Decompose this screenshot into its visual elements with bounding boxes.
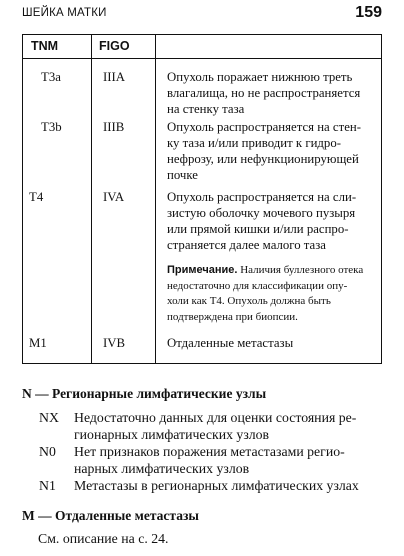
cell-figo: IVB — [103, 336, 126, 350]
cell-description — [167, 69, 379, 117]
note-label: Примечание. — [167, 264, 238, 276]
description-line: Опухоль распространяется на сли- — [167, 190, 357, 204]
cell-tnm: T3a — [41, 70, 61, 84]
description-line: почке — [167, 168, 198, 182]
note-first-line — [167, 263, 379, 279]
cell-description — [167, 119, 379, 183]
page-header — [22, 4, 382, 24]
cell-description — [167, 335, 379, 351]
staging-table — [22, 34, 382, 364]
definition-line: нарных лимфатических узлов — [74, 460, 250, 476]
cell-figo: IIIA — [103, 70, 126, 84]
cell-tnm: M1 — [29, 336, 47, 350]
definition-text — [74, 410, 392, 443]
cell-figo: IVA — [103, 190, 125, 204]
cell-description — [167, 189, 379, 253]
definition-line: Недостаточно данных для оценки состояния ре- — [74, 410, 357, 425]
description-line: влагалища, но не распространяется — [167, 86, 361, 100]
definition-text — [74, 444, 392, 477]
section-heading-n: N — Регионарные лимфатические узлы — [22, 386, 267, 401]
note-line: холи как T4. Опухоль должна быть — [167, 295, 331, 307]
running-title: ШЕЙКА МАТКИ — [22, 7, 107, 19]
definition-line: Нет признаков поражения метастазами регио- — [74, 444, 345, 459]
column-header-tnm: TNM — [31, 39, 59, 53]
cell-tnm: T4 — [29, 190, 44, 204]
description-line: нефрозу, или нефункционирующей — [167, 152, 359, 166]
column-divider — [155, 35, 156, 363]
description-line: страняется далее малого таза — [167, 238, 326, 252]
definition-code: N1 — [39, 478, 56, 493]
description-line: Опухоль распространяется на стен- — [167, 120, 361, 134]
definition-line: гионарных лимфатических узлов — [74, 426, 270, 442]
section-heading-m: M — Отдаленные метастазы — [22, 508, 199, 523]
description-line: на стенку таза — [167, 102, 245, 116]
definition-code: N0 — [39, 444, 56, 459]
table-note — [167, 263, 379, 325]
page-number: 159 — [355, 4, 382, 21]
description-line: или прямой кишки и/или распро- — [167, 222, 349, 236]
description-line: зистую оболочку мочевого пузыря — [167, 206, 356, 220]
cell-tnm: T3b — [41, 120, 62, 134]
description-line: Отдаленные метастазы — [167, 336, 294, 350]
definition-line: Метастазы в регионарных лимфатических узлах — [74, 478, 359, 493]
table-header-row — [23, 35, 381, 59]
definition-code: NX — [39, 410, 59, 425]
note-text: Наличия буллезного отека — [237, 264, 364, 276]
note-line: подтверждена при биопсии. — [167, 310, 298, 323]
cell-figo: IIIB — [103, 120, 125, 134]
description-line: ку таза и/или приводит к гидро- — [167, 136, 341, 150]
description-line: Опухоль поражает нижнюю треть — [167, 70, 353, 84]
section-m-text: См. описание на с. 24. — [38, 531, 169, 546]
column-header-figo: FIGO — [99, 39, 130, 53]
note-line: недостаточно для классификации опу- — [167, 279, 348, 292]
column-divider — [91, 35, 92, 363]
definition-text — [74, 478, 392, 495]
